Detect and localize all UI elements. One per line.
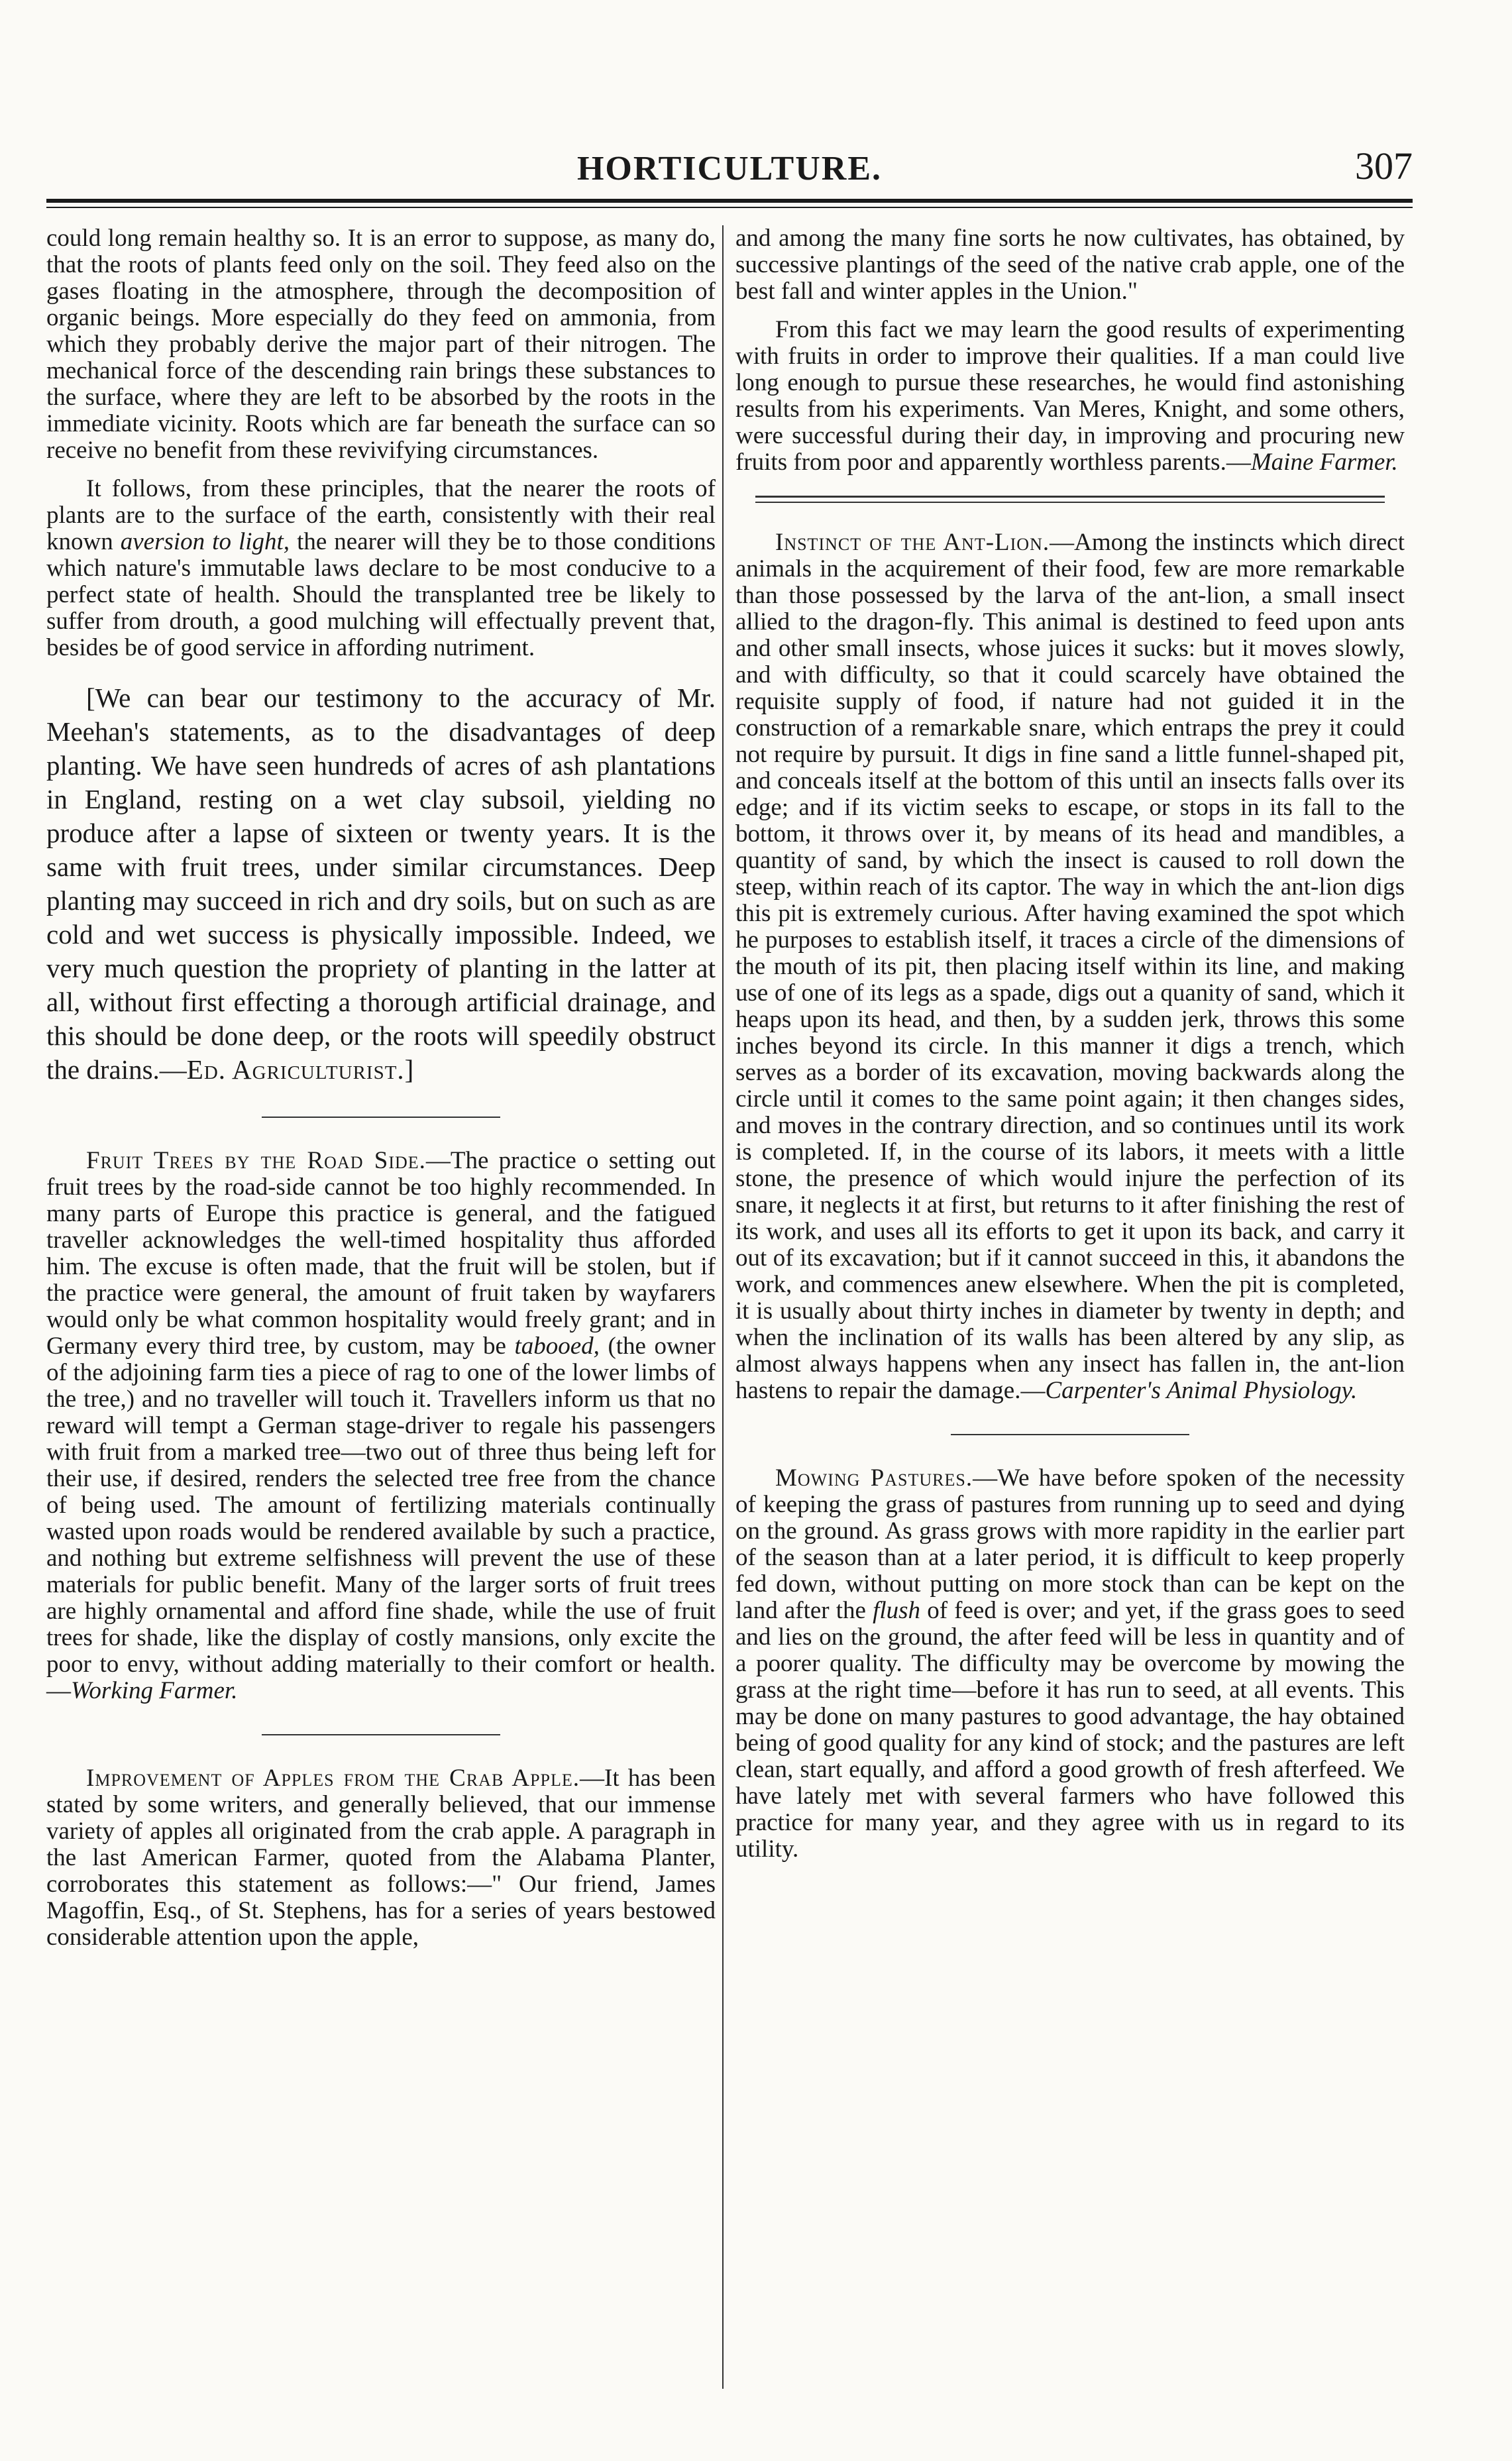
section-rule bbox=[755, 502, 1385, 503]
article-fruit-trees bbox=[46, 1148, 716, 1704]
paragraph bbox=[46, 476, 716, 661]
source-citation: Working Farmer. bbox=[71, 1677, 238, 1704]
header-rule-thin bbox=[46, 207, 1413, 208]
emphasis: tabooed, bbox=[514, 1333, 600, 1360]
header-rule bbox=[46, 199, 1413, 203]
source-citation: Maine Farmer. bbox=[1250, 449, 1398, 476]
column-divider bbox=[722, 225, 724, 2389]
page-header bbox=[46, 144, 1413, 195]
article-heading: Instinct of the Ant-Lion. bbox=[775, 529, 1050, 556]
running-title: HORTICULTURE. bbox=[576, 150, 883, 188]
text-run: —We have before spoken of the necessity of keeping the grass of pastures from running up to seed and dying on the ground. As grass grows with more rapidity in the earlier part of the season than at a later period, it is difficult to keep properly fed down, without putting on more stock than can be kept on the land after the bbox=[735, 1464, 1405, 1624]
article-heading: Improvement of Apples from the Crab Apple. bbox=[86, 1765, 580, 1792]
emphasis: aversion to light, bbox=[120, 528, 290, 555]
text-run: From this fact we may learn the good results of experimenting with fruits in order to improve their qualities. If a man could live long enough to pursue these researches, he would find astonishing results from his experiments. Van Meres, Knight, and some others, were successful during their day, in improving and procuring new fruits from poor and apparently worthless parents.— bbox=[735, 316, 1405, 476]
editor-signature: Ed. Agriculturist. bbox=[186, 1054, 405, 1085]
article-heading: Mowing Pastures. bbox=[775, 1464, 973, 1492]
section-rule bbox=[262, 1117, 500, 1118]
text-run: —Among the instincts which direct animals in the acquirement of their food, few are more remarkable than those possessed by the larva of the ant-lion, a small insect allied to the dragon-fly. This animal is destined to feed upon ants and other small insects, whose juices it sucks: but it moves slowly, and with difficulty, so that it could scarcely have obtained the requisite supply of food, if nature had not guided it in the construction of a remarkable snare, which entraps the prey it could not require by pursuit. It digs in fine sand a little funnel-shaped pit, and conceals itself at the bottom of this until an insects falls over its edge; and if its victim seeks to escape, or stops in its fall to the bottom, it throws over it, by means of its head and mandibles, a quantity of sand, by which the insect is caused to roll down the steep, within reach of its captor. The way in which the ant-lion digs this pit is extremely curious. After having examined the spot which he purposes to establish itself, it traces a circle of the dimensions of the mouth of its pit, then placing itself within its line, and making use of one of its legs as a spade, digs out a quanity of sand, which it heaps upon its head, and then, by a sudden jerk, throws this some inches beyond its circle. In this manner it digs a trench, which serves as a border of its excavation, moving backwards along the circle until it comes to the same point again; it then changes sides, and moves in the contrary direction, and so continues until its work is completed. If, in the course of its labors, it meets with a little stone, the presence of which would injure the perfection of its snare, it neglects it at first, but returns to it after finishing the rest of its work, and uses all its efforts to get it upon its back, and carry it out of its excavation; but if it cannot succeed in this, it abandons the work, and commences anew elsewhere. When the pit is completed, it is usually about thirty inches in diameter by twenty in depth; and when the inclination of its walls has been altered by any slip, as almost always happens when any insect has fallen in, the ant-lion hastens to repair the damage.— bbox=[735, 529, 1405, 1404]
page-number: 307 bbox=[1355, 144, 1413, 188]
source-citation: Carpenter's Animal Physiology. bbox=[1045, 1377, 1358, 1404]
text-run: [We can bear our testimony to the accuracy of Mr. Meehan's statements, as to the disadvantages of deep planting. We have seen hundreds of acres of ash plantations in England, resting on a wet clay subsoil, yielding no produce after a lapse of sixteen or twenty years. It is the same with fruit trees, under similar circumstances. Deep planting may succeed in rich and dry soils, but on such as are cold and wet success is physically impossible. Indeed, we very much question the propriety of planting in the latter at all, without first effecting a thorough artificial drainage, and this should be done deep, or the roots will speedily obstruct the drains.— bbox=[46, 683, 716, 1085]
article-heading: Fruit Trees by the Road Side. bbox=[86, 1147, 426, 1174]
text-run: It follows, from these principles, that the nearer the roots of plants are to the surface of the earth, consistently with their real known bbox=[46, 475, 716, 555]
article-ant-lion bbox=[735, 529, 1405, 1404]
article-crab-apple bbox=[46, 1765, 716, 1951]
left-column bbox=[46, 225, 716, 1963]
section-rule bbox=[262, 1734, 500, 1735]
right-column bbox=[735, 225, 1405, 1875]
text-run: of feed is over; and yet, if the grass goes to seed and lies on the ground, the after feed will be less in quantity and of a poorer quality. The difficulty may be overcome by mowing the grass at the right time—before it has run to seed, at all events. This may be done on many pastures to good advantage, the hay obtained being of good quality for any kind of stock; and the pastures are left clean, start equally, and afford a good growth of fresh afterfeed. We have lately met with several farmers who have followed this practice for many year, and they agree with us in regard to its utility. bbox=[735, 1597, 1405, 1863]
text-run: the nearer will they be to those conditions which nature's immutable laws declare to be most conducive to a perfect state of health. Should the transplanted tree be likely to suffer from drouth, a good mulching will effectually prevent that, besides be of good service in affording nutriment. bbox=[46, 528, 716, 661]
text-run: —The practice o setting out fruit trees by the road-side cannot be too highly recommended. In many parts of Europe this practice is general, and the fatigued traveller acknowledges the well-timed hospitality thus afforded him. The excuse is often made, that the fruit will be stolen, but if the practice were general, the amount of fruit taken by wayfarers would only be what common hospitality would freely grant; and in Germany every third tree, by custom, may be bbox=[46, 1147, 716, 1360]
editor-note bbox=[46, 681, 716, 1087]
section-rule bbox=[755, 496, 1385, 498]
paragraph: could long remain healthy so. It is an error to suppose, as many do, that the roots of plants feed only on the soil. They feed also on the gases floating in the atmosphere, through the decomposition of organic beings. More especially do they feed on ammonia, from which they probably derive the major part of their nitrogen. The mechanical force of the descending rain brings these substances to the surface, where they are left to be absorbed by the roots in the immediate vicinity. Roots which are far beneath the surface can so receive no benefit from these revivifying circumstances. bbox=[46, 225, 716, 464]
text-run: —It has been stated by some writers, and generally believed, that our immense variety of apples all originated from the crab apple. A paragraph in the last American Farmer, quoted from the Alabama Planter, corroborates this statement as follows:—" Our friend, James Magoffin, Esq., of St. Stephens, has for a series of years bestowed considerable attention upon the apple, bbox=[46, 1765, 716, 1951]
paragraph bbox=[735, 317, 1405, 476]
text-run: (the owner of the adjoining farm ties a piece of rag to one of the lower limbs of the tree,) and no traveller will touch it. Travellers inform us that no reward will tempt a German stage-driver to regale his passengers with fruit from a marked tree—two out of three thus being left for their use, if desired, renders the selected tree free from the chance of being used. The amount of fertilizing materials continually wasted upon roads would be rendered available by such a practice, and nothing but extreme selfishness will prevent the use of these materials for public benefit. Many of the larger sorts of fruit trees are highly ornamental and afford fine shade, while the use of fruit trees for shade, like the display of costly mansions, only excite the poor to envy, without adding materially to their comfort or health.— bbox=[46, 1333, 716, 1704]
text-run: ] bbox=[404, 1054, 414, 1085]
paragraph: and among the many fine sorts he now cultivates, has obtained, by successive plantings of the seed of the native crab apple, one of the best fall and winter apples in the Union." bbox=[735, 225, 1405, 305]
emphasis: flush bbox=[873, 1597, 921, 1624]
article-mowing-pastures bbox=[735, 1465, 1405, 1863]
section-rule bbox=[951, 1434, 1189, 1435]
